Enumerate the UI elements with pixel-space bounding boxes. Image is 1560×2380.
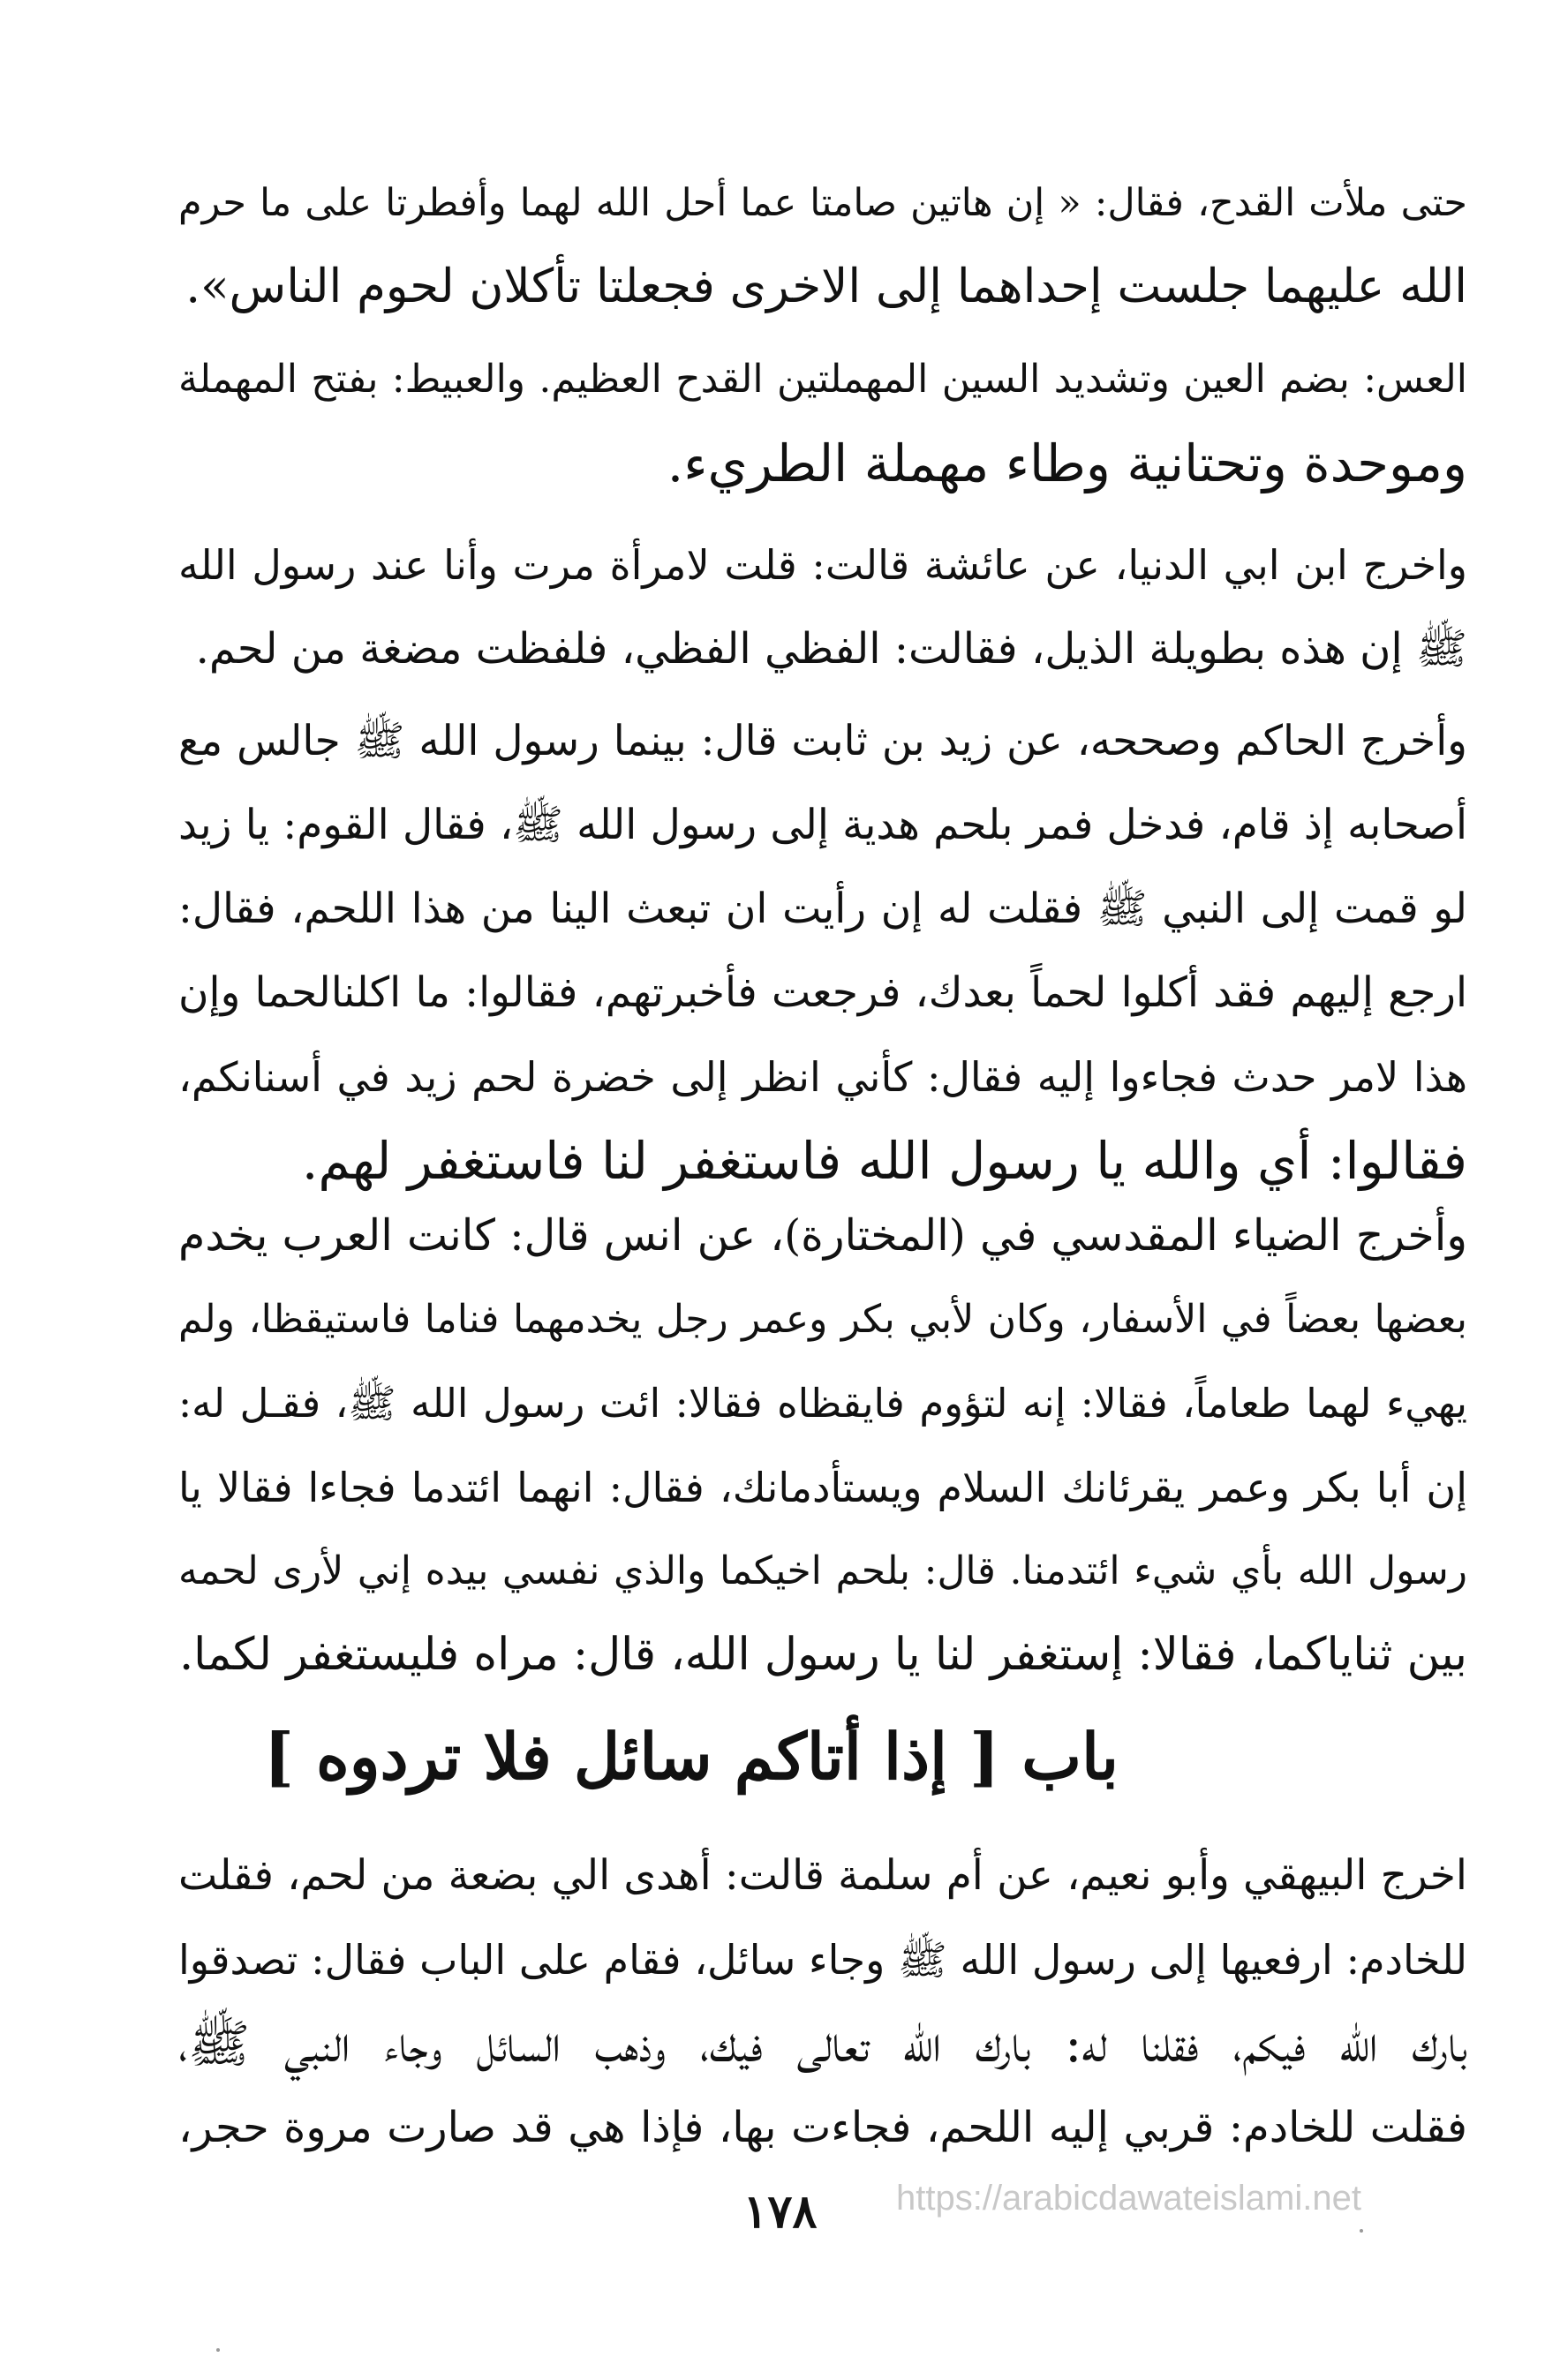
text-line: بعضها بعضاً في الأسفار، وكان لأبي بكر وعمر رجل يخدمهما فناما فاستيقظا، ولم — [178, 1297, 1467, 1342]
scan-speck — [216, 2348, 220, 2352]
text-line: ارجع إليهم فقد أكلوا لحماً بعدك، فرجعت فأخبرتهم، فقالوا: ما اكلنالحما وإن — [178, 968, 1467, 1017]
text-line: اخرج البيهقي وأبو نعيم، عن أم سلمة قالت: أهدى الي بضعة من لحم، فقلت — [178, 1851, 1467, 1900]
text-line: للخادم: ارفعيها إلى رسول الله ﷺ وجاء سائل، فقام على الباب فقال: تصدقوا — [178, 1936, 1467, 1984]
text-line: هذا لامر حدث فجاءوا إليه فقال: كأني انظر إلى خضرة لحم زيد في أسنانكم، — [178, 1053, 1467, 1101]
watermark-url: https://arabicdawateislami.net — [896, 2179, 1361, 2218]
text-line: واخرج ابن ابي الدنيا، عن عائشة قالت: قلت لامرأة مرت وأنا عند رسول الله — [178, 541, 1467, 589]
text-line: ﷺ إن هذه بطويلة الذيل، فقالت: الفظي الفظي، فلفظت مضغة من لحم. — [195, 624, 1467, 674]
text-line: يهيء لهما طعاماً، فقالا: إنه لتؤوم فايقظاه فقالا: ائت رسول الله ﷺ، فقـل له: — [178, 1380, 1467, 1427]
chapter-heading: باب [ إذا أتاكم سائل فلا تردوه ] — [263, 1719, 1119, 1794]
text-line: لو قمت إلى النبي ﷺ فقلت له إن رأيت ان تبعث الينا من هذا اللحم، فقال: — [178, 885, 1467, 933]
scan-speck — [1360, 2229, 1363, 2233]
text-line: فقلت للخادم: قربي إليه اللحم، فجاءت بها، فإذا هي قد صارت مروة حجر، — [178, 2103, 1467, 2152]
page-number: ١٧٨ — [742, 2185, 818, 2239]
text-line: بين ثناياكما، فقالا: إستغفر لنا يا رسول الله، قال: مراه فليستغفر لكما. — [178, 1629, 1467, 1681]
text-line: فقالوا: أي والله يا رسول الله فاستغفر لنا فاستغفر لهم. — [301, 1131, 1467, 1191]
text-line: وأخرج الضياء المقدسي في (المختارة)، عن انس قال: كانت العرب يخدم — [178, 1210, 1467, 1261]
text-line: رسول الله بأي شيء ائتدمنا. قال: بلحم اخيكما والذي نفسي بيده إني لأرى لحمه — [178, 1548, 1467, 1593]
text-line: العس: بضم العين وتشديد السين المهملتين القدح العظيم. والعبيط: بفتح المهملة — [178, 357, 1467, 402]
text-line: وأخرج الحاكم وصححه، عن زيد بن ثابت قال: بينما رسول الله ﷺ جالس مع — [178, 717, 1467, 765]
text-line: حتى ملأت القدح، فقال: « إن هاتين صامتا عما أحل الله لهما وأفطرتا على ما حرم — [178, 181, 1467, 225]
text-line: الله عليهما جلست إحداهما إلى الاخرى فجعلتا تأكلان لحوم الناس». — [185, 260, 1467, 313]
text-line: بارك الله فيكم، فقلنا له: بارك الله تعالى فيك، وذهب السائل وجاء النبي ﷺ، — [178, 2014, 1467, 2074]
text-line: إن أبا بكر وعمر يقرئانك السلام ويستأدمانك، فقال: انهما ائتدما فجاءا فقالا يا — [178, 1464, 1467, 1511]
text-line: أصحابه إذ قام، فدخل فمر بلحم هدية إلى رسول الله ﷺ، فقال القوم: يا زيد — [178, 801, 1468, 849]
text-line: وموحدة وتحتانية وطاء مهملة الطريء. — [667, 433, 1467, 493]
